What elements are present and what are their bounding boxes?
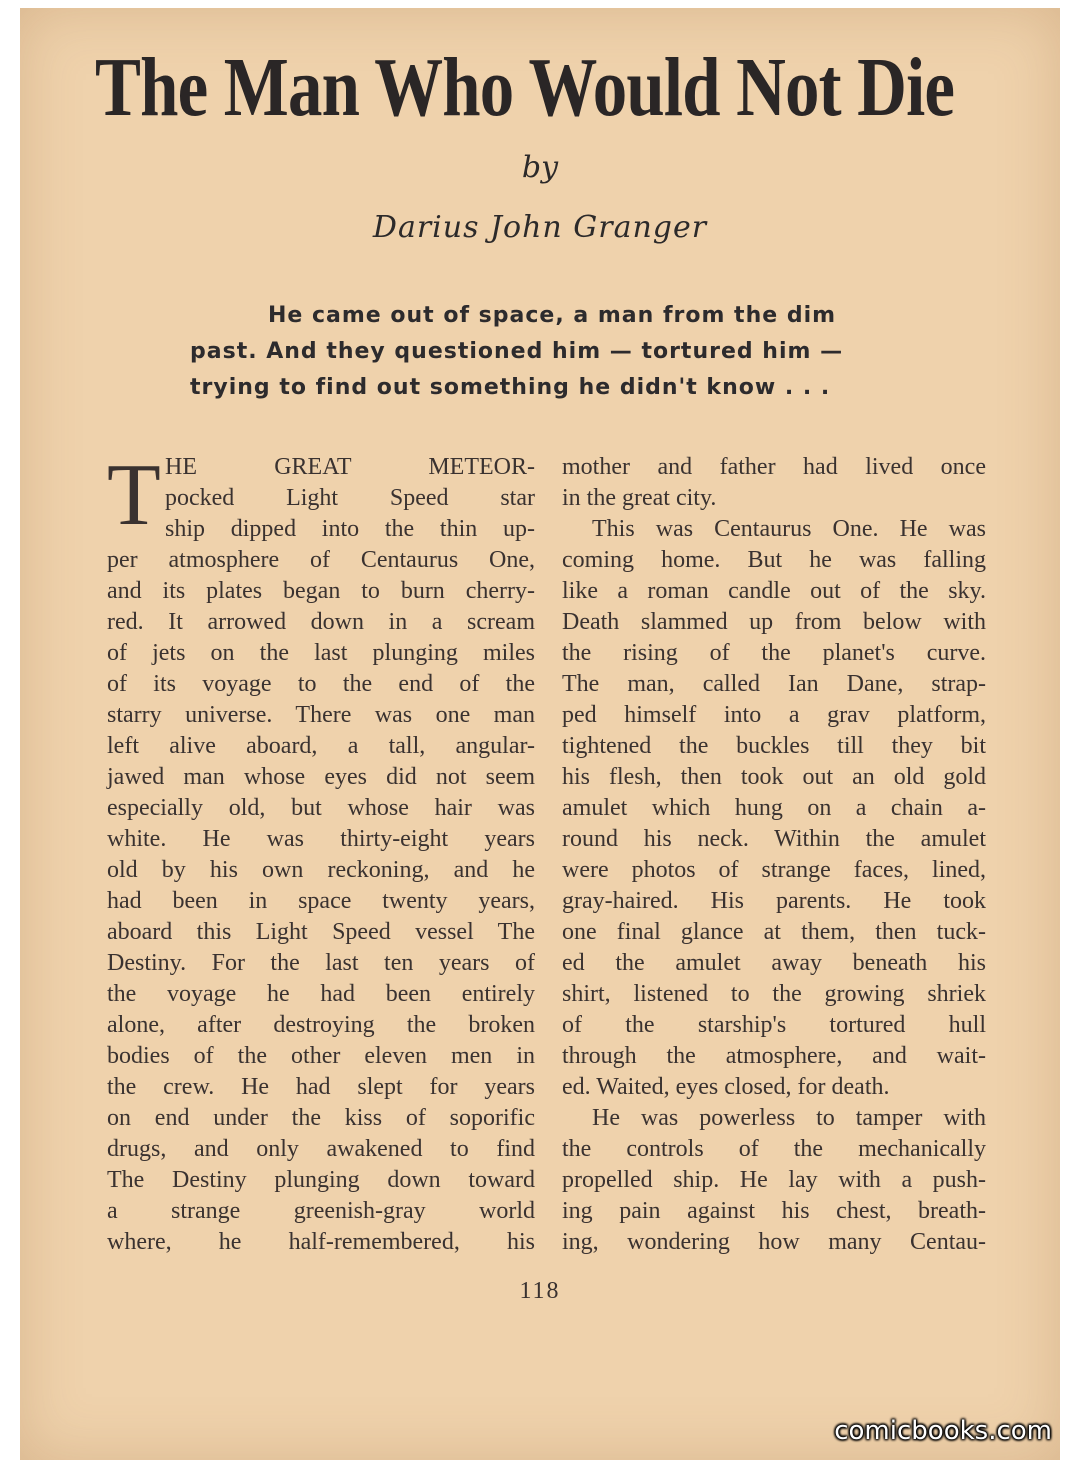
text-line: white. He was thirty-eight years	[107, 826, 535, 852]
text-line: starry universe. There was one man	[107, 702, 535, 728]
text-line: and its plates began to burn cherry-	[107, 578, 535, 604]
text-line: old by his own reckoning, and he	[107, 857, 535, 883]
text-line: left alive aboard, a tall, angular-	[107, 733, 535, 759]
watermark-logo: comicbooks.com	[834, 1416, 1052, 1446]
text-line: the voyage he had been entirely	[107, 981, 535, 1007]
text-line: where, he half-remembered, his	[107, 1229, 535, 1255]
text-line: pocked Light Speed star	[165, 485, 535, 511]
text-line: round his neck. Within the amulet	[562, 826, 986, 852]
text-line: ing pain against his chest, breath-	[562, 1198, 986, 1224]
text-line: gray-haired. His parents. He took	[562, 888, 986, 914]
text-line: This was Centaurus One. He was	[592, 516, 986, 542]
text-line: drugs, and only awakened to find	[107, 1136, 535, 1162]
text-line: shirt, listened to the growing shriek	[562, 981, 986, 1007]
text-line: per atmosphere of Centaurus One,	[107, 547, 535, 573]
text-line: The Destiny plunging down toward	[107, 1167, 535, 1193]
text-line: in the great city.	[562, 485, 717, 511]
text-line: ped himself into a grav platform,	[562, 702, 986, 728]
text-line: HE GREAT METEOR-	[165, 454, 535, 480]
text-line: like a roman candle out of the sky.	[562, 578, 986, 604]
story-title: The Man Who Would Not Die	[95, 41, 955, 134]
text-line: the rising of the planet's curve.	[562, 640, 986, 666]
text-line: Death slammed up from below with	[562, 609, 986, 635]
text-line: red. It arrowed down in a scream	[107, 609, 535, 635]
byline: by	[521, 150, 559, 185]
left-column	[107, 447, 535, 1258]
text-line: coming home. But he was falling	[562, 547, 986, 573]
text-line: propelled ship. He lay with a push-	[562, 1167, 986, 1193]
text-line: aboard this Light Speed vessel The	[107, 919, 535, 945]
story-blurb	[190, 298, 910, 406]
text-line: of its voyage to the end of the	[107, 671, 535, 697]
text-line: his flesh, then took out an old gold	[562, 764, 986, 790]
text-line: tightened the buckles till they bit	[562, 733, 986, 759]
text-line: amulet which hung on a chain a-	[562, 795, 986, 821]
text-line: a strange greenish-gray world	[107, 1198, 535, 1224]
text-line: He was powerless to tamper with	[592, 1105, 986, 1131]
text-line: especially old, but whose hair was	[107, 795, 535, 821]
text-line: ed. Waited, eyes closed, for death.	[562, 1074, 890, 1100]
text-line: the crew. He had slept for years	[107, 1074, 535, 1100]
text-line: jawed man whose eyes did not seem	[107, 764, 535, 790]
blurb-line: He came out of space, a man from the dim	[268, 303, 837, 328]
right-column	[562, 452, 986, 1258]
text-line: ing, wondering how many Centau-	[562, 1229, 986, 1255]
text-line: one final glance at them, then tuck-	[562, 919, 986, 945]
text-line: ship dipped into the thin up-	[165, 516, 535, 542]
text-line: The man, called Ian Dane, strap-	[562, 671, 986, 697]
text-line: of the starship's tortured hull	[562, 1012, 986, 1038]
text-line: on end under the kiss of soporific	[107, 1105, 535, 1131]
drop-cap: T	[107, 447, 161, 544]
page-number: 118	[519, 1278, 561, 1304]
text-line: were photos of strange faces, lined,	[562, 857, 986, 883]
text-line: ed the amulet away beneath his	[562, 950, 986, 976]
text-line: had been in space twenty years,	[107, 888, 535, 914]
blurb-line: past. And they questioned him — tortured him —	[190, 339, 844, 364]
text-line: Destiny. For the last ten years of	[107, 950, 535, 976]
text-line: through the atmosphere, and wait-	[562, 1043, 986, 1069]
text-line: alone, after destroying the broken	[107, 1012, 535, 1038]
blurb-line: trying to find out something he didn't know . . .	[190, 375, 831, 400]
text-line: bodies of the other eleven men in	[107, 1043, 535, 1069]
text-line: of jets on the last plunging miles	[107, 640, 535, 666]
text-line: the controls of the mechanically	[562, 1136, 986, 1162]
text-line: mother and father had lived once	[562, 454, 986, 480]
author-name: Darius John Granger	[372, 210, 708, 245]
